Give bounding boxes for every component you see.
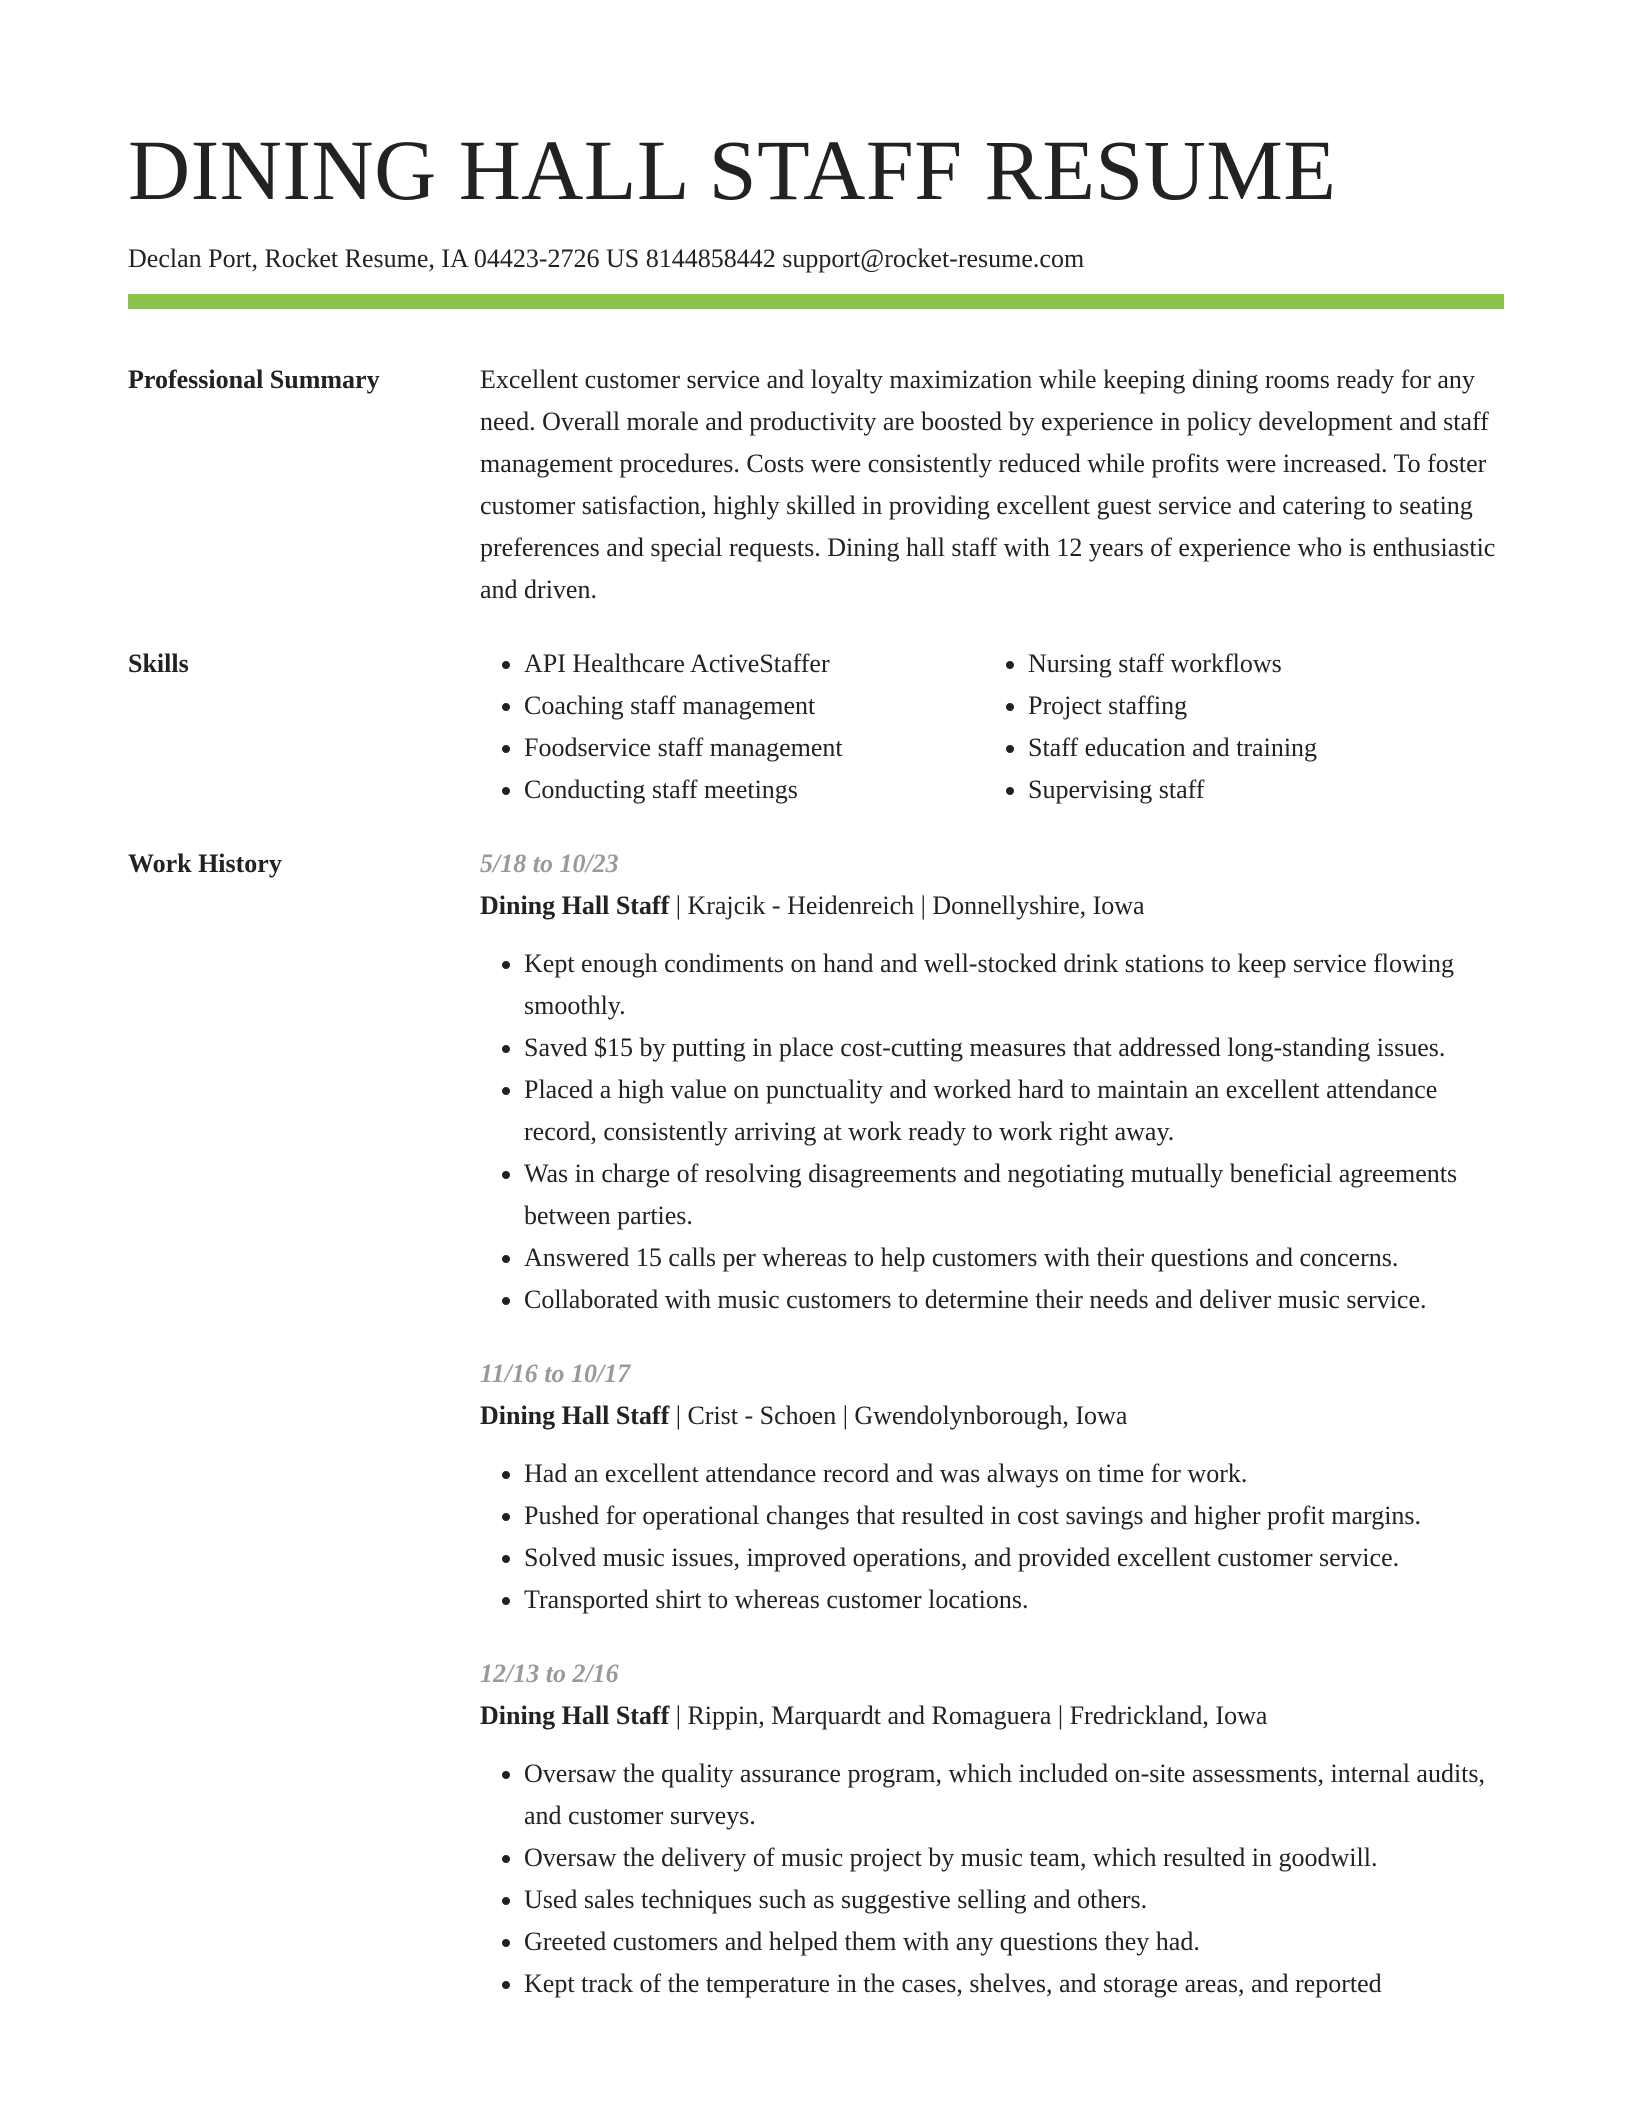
job-bullet: • Kept enough condiments on hand and well-stocked drink stations to keep service flowing smoothly. (524, 943, 1504, 1027)
skill-item: • Foodservice staff management (524, 727, 984, 769)
skill-item: • Nursing staff workflows (1028, 643, 1488, 685)
work-history-heading: Work History (128, 849, 282, 878)
summary-section (128, 359, 1504, 611)
summary-heading: Professional Summary (128, 365, 380, 394)
skills-section (128, 643, 1504, 811)
skill-item: • Project staffing (1028, 685, 1488, 727)
job-bullet: • Placed a high value on punctuality and worked hard to maintain an excellent attendance record, consistently arriving at work ready to work right away. (524, 1069, 1504, 1153)
job-bullet: • Oversaw the quality assurance program, which included on-site assessments, internal audits, and customer surveys. (524, 1753, 1504, 1837)
job-heading (480, 885, 1504, 927)
job-bullet: • Kept track of the temperature in the cases, shelves, and storage areas, and reported (524, 1963, 1504, 2005)
skills-grid (480, 643, 1504, 811)
job-bullet: • Transported shirt to whereas customer locations. (524, 1579, 1504, 1621)
job-bullet: • Collaborated with music customers to determine their needs and deliver music service. (524, 1279, 1504, 1321)
job-heading (480, 1395, 1504, 1437)
skills-heading: Skills (128, 649, 189, 678)
job-bullet: • Oversaw the delivery of music project by music team, which resulted in goodwill. (524, 1837, 1504, 1879)
contact-info: Declan Port, Rocket Resume, IA 04423-2726 US 8144858442 support@rocket-resume.com (128, 244, 1085, 273)
job-heading (480, 1695, 1504, 1737)
job-bullet: • Pushed for operational changes that resulted in cost savings and higher profit margins. (524, 1495, 1504, 1537)
job-bullet: • Had an excellent attendance record and was always on time for work. (524, 1453, 1504, 1495)
job-bullet: • Solved music issues, improved operations, and provided excellent customer service. (524, 1537, 1504, 1579)
skill-item: • Conducting staff meetings (524, 769, 984, 811)
job-bullets (480, 1453, 1504, 1621)
work-history-section (128, 843, 1504, 2005)
header-divider (128, 294, 1504, 309)
skills-column-left (480, 643, 984, 811)
skill-item: • Coaching staff management (524, 685, 984, 727)
job-title: Dining Hall Staff (480, 1701, 670, 1730)
job-bullets (480, 943, 1504, 1321)
skill-item: • API Healthcare ActiveStaffer (524, 643, 984, 685)
job-bullet: • Answered 15 calls per whereas to help customers with their questions and concerns. (524, 1237, 1504, 1279)
job-title: Dining Hall Staff (480, 891, 670, 920)
job-details: | Crist - Schoen | Gwendolynborough, Iowa (669, 1401, 1128, 1430)
job-title: Dining Hall Staff (480, 1401, 670, 1430)
job-bullet: • Was in charge of resolving disagreements and negotiating mutually beneficial agreements between parties. (524, 1153, 1504, 1237)
skills-column-right (984, 643, 1488, 811)
job-entry (480, 1653, 1504, 2005)
summary-text: Excellent customer service and loyalty maximization while keeping dining rooms ready for any need. Overall morale and productivity are boosted by experience in policy development and staff management procedures. Costs were consistently reduced while profits were increased. To foster customer satisfaction, highly skilled in providing excellent guest service and catering to seating preferences and special requests. Dining hall staff with 12 years of experience who is enthusiastic and driven. (480, 365, 1496, 604)
resume-page (128, 0, 1504, 2005)
job-dates: 12/13 to 2/16 (480, 1659, 619, 1688)
job-bullet: • Used sales techniques such as suggestive selling and others. (524, 1879, 1504, 1921)
job-dates: 11/16 to 10/17 (480, 1359, 631, 1388)
job-details: | Rippin, Marquardt and Romaguera | Fredrickland, Iowa (669, 1701, 1268, 1730)
job-bullet: • Saved $15 by putting in place cost-cutting measures that addressed long-standing issues. (524, 1027, 1504, 1069)
skill-item: • Supervising staff (1028, 769, 1488, 811)
job-entry (480, 1353, 1504, 1621)
job-details: | Krajcik - Heidenreich | Donnellyshire, Iowa (669, 891, 1145, 920)
resume-title: DINING HALL STAFF RESUME (128, 122, 1337, 218)
job-entry (480, 843, 1504, 1321)
job-bullet: • Greeted customers and helped them with any questions they had. (524, 1921, 1504, 1963)
skill-item: • Staff education and training (1028, 727, 1488, 769)
job-dates: 5/18 to 10/23 (480, 849, 619, 878)
job-bullets (480, 1753, 1504, 2005)
